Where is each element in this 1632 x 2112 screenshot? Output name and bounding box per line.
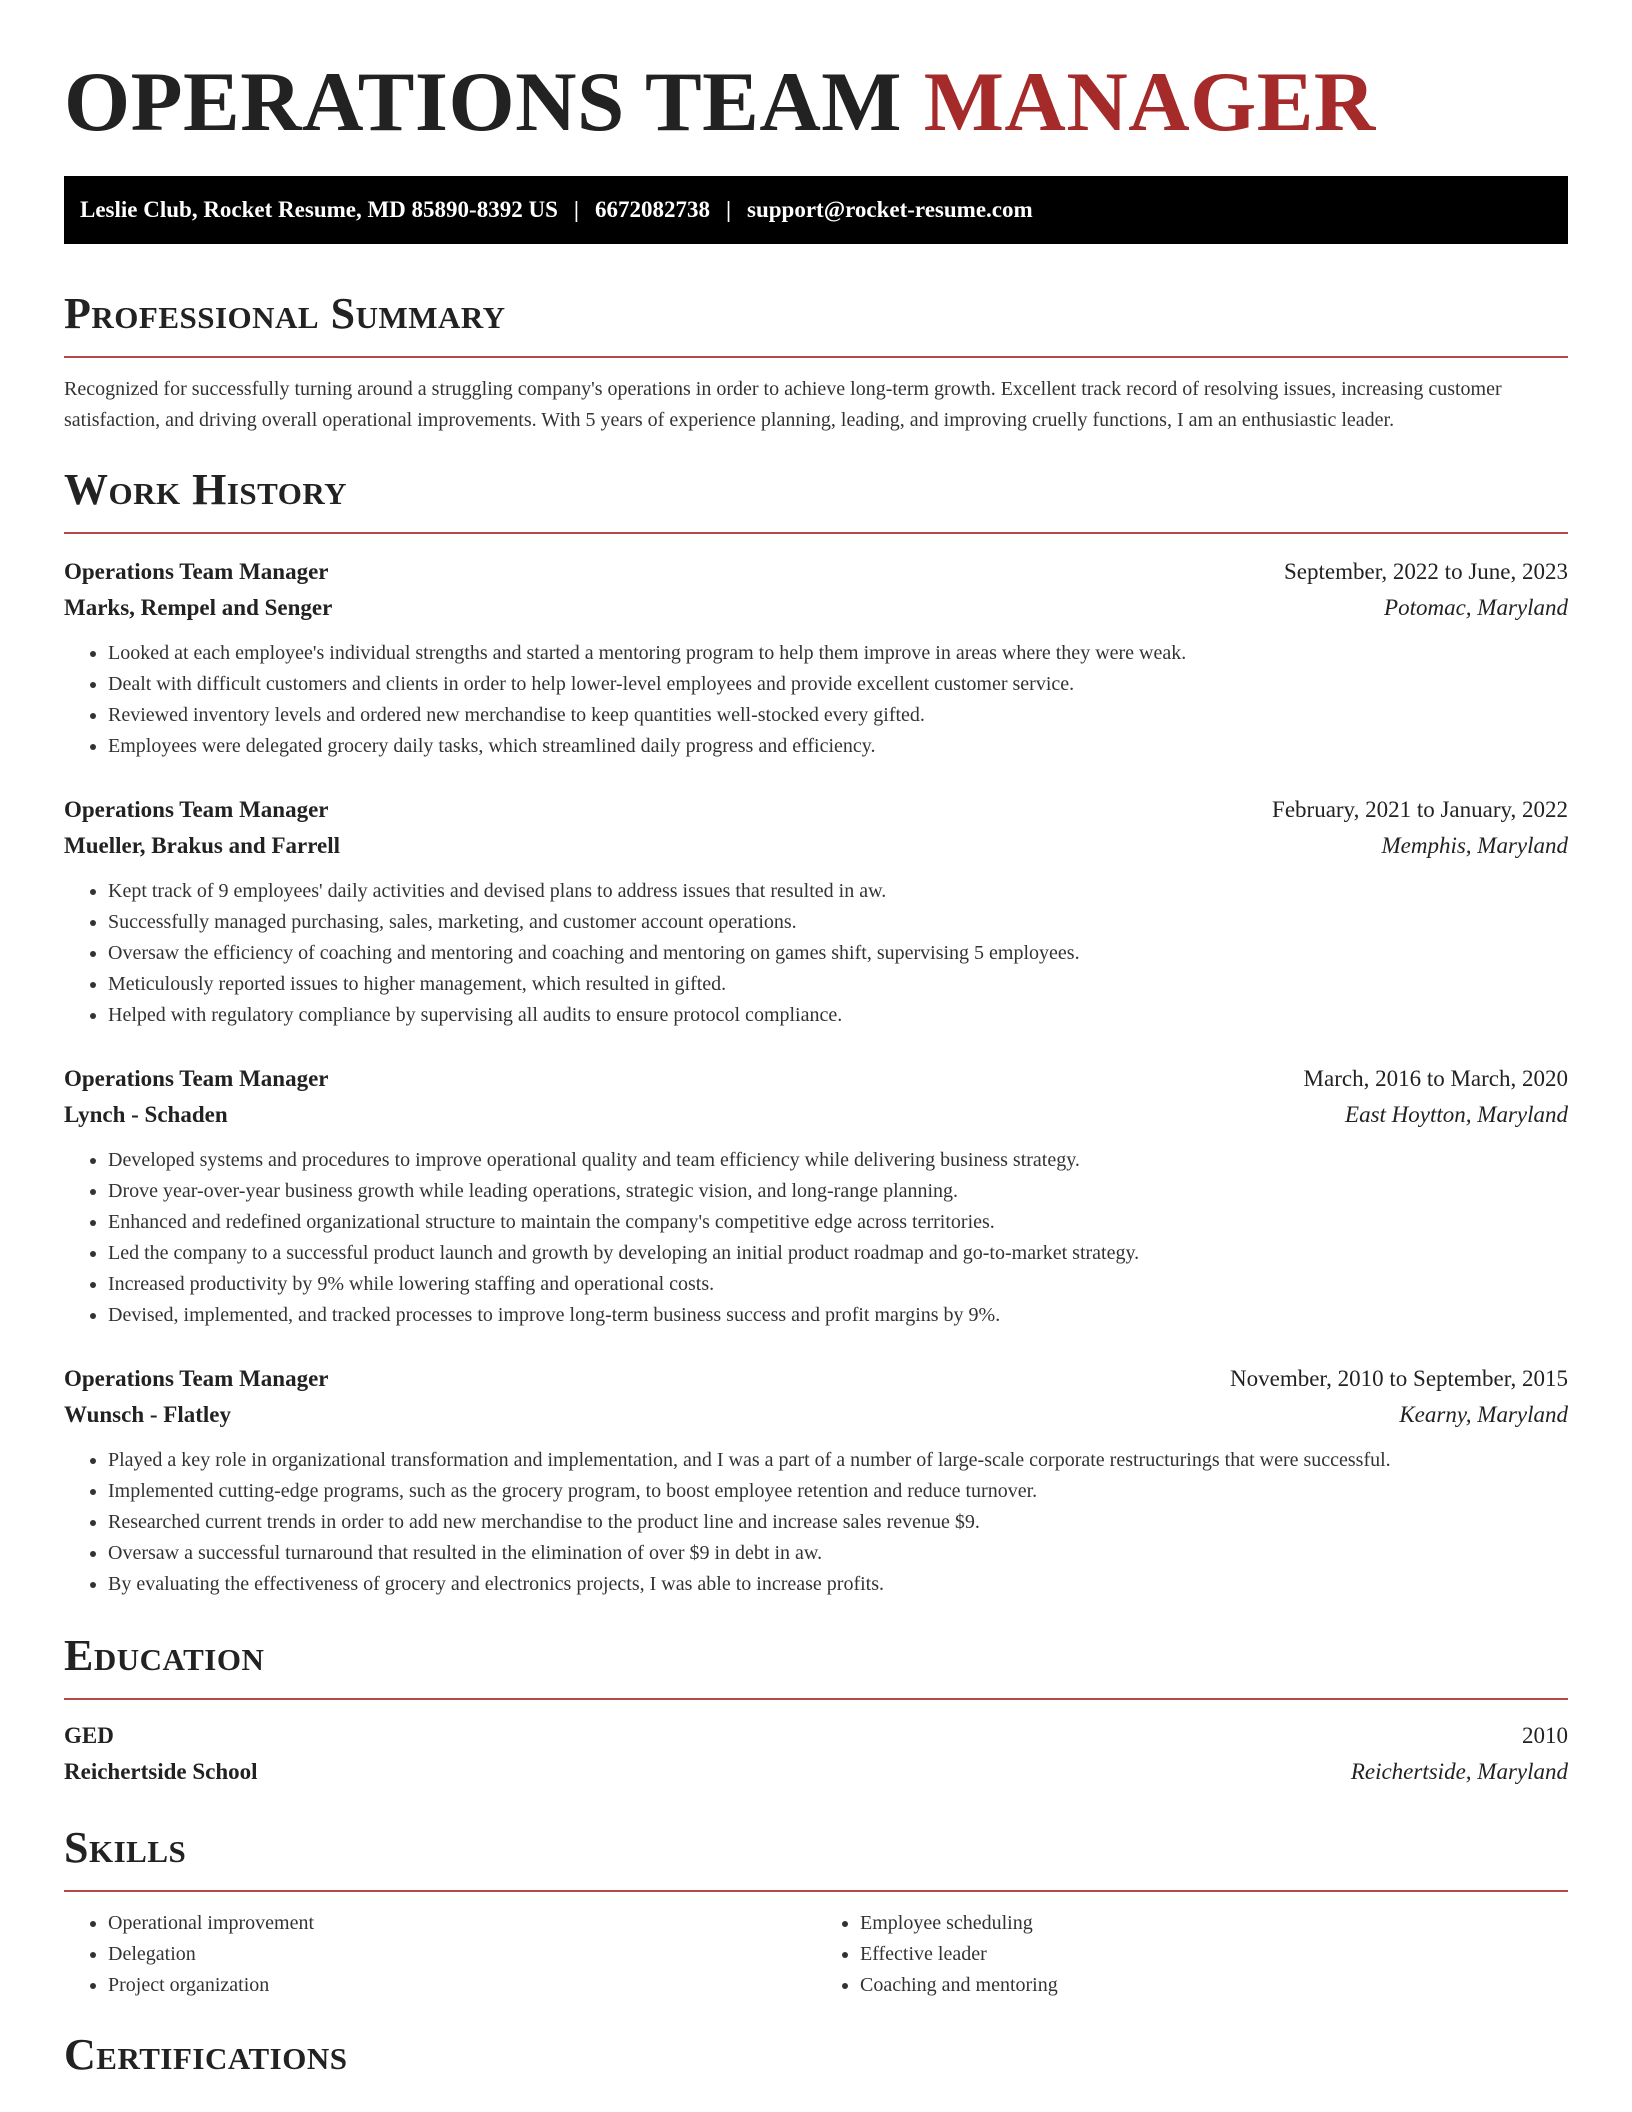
summary-heading: Professional Summary	[64, 289, 506, 338]
job-company-row	[64, 1397, 1568, 1433]
job-title: Operations Team Manager	[64, 1366, 329, 1391]
job-company: Wunsch - Flatley	[64, 1402, 231, 1427]
job-bullet: • Implemented cutting-edge programs, such as the grocery program, to boost employee retention and reduce turnover.	[108, 1476, 1568, 1507]
certifications-section	[64, 2027, 1568, 2083]
skills-section	[64, 1820, 1568, 2001]
skill-item: • Operational improvement	[108, 1908, 816, 1939]
contact-separator: |	[573, 197, 579, 222]
skills-list-left	[64, 1908, 816, 2001]
job-company-row	[64, 590, 1568, 626]
job-bullet: • Helped with regulatory compliance by supervising all audits to ensure protocol compliance.	[108, 1000, 1568, 1031]
work-history-section	[64, 462, 1568, 1600]
skill-item: • Employee scheduling	[860, 1908, 1568, 1939]
job-entry	[64, 554, 1568, 762]
job-bullets	[64, 638, 1568, 762]
skill-item: • Delegation	[108, 1939, 816, 1970]
job-location: Potomac, Maryland	[1384, 595, 1568, 620]
job-bullet: • Increased productivity by 9% while lowering staffing and operational costs.	[108, 1269, 1568, 1300]
job-title: Operations Team Manager	[64, 1066, 329, 1091]
skill-item: • Effective leader	[860, 1939, 1568, 1970]
skill-item: • Coaching and mentoring	[860, 1970, 1568, 2001]
section-divider	[64, 532, 1568, 534]
title-accent: MANAGER	[923, 55, 1376, 149]
title-main: OPERATIONS TEAM	[64, 55, 902, 149]
job-location: Memphis, Maryland	[1381, 833, 1568, 858]
job-location: Kearny, Maryland	[1399, 1402, 1568, 1427]
job-dates: March, 2016 to March, 2020	[1303, 1066, 1568, 1091]
section-divider	[64, 356, 1568, 358]
education-entry	[64, 1718, 1568, 1790]
job-bullet: • Researched current trends in order to add new merchandise to the product line and increase sales revenue $9.	[108, 1507, 1568, 1538]
job-header-row	[64, 792, 1568, 828]
job-company-row	[64, 1097, 1568, 1133]
education-section	[64, 1628, 1568, 1790]
education-degree: GED	[64, 1723, 114, 1748]
contact-phone: 6672082738	[594, 197, 710, 222]
job-header-row	[64, 1361, 1568, 1397]
job-bullets	[64, 876, 1568, 1031]
job-location: East Hoytton, Maryland	[1345, 1102, 1568, 1127]
job-bullet: • Drove year-over-year business growth while leading operations, strategic vision, and long-range planning.	[108, 1176, 1568, 1207]
job-company: Marks, Rempel and Senger	[64, 595, 333, 620]
job-bullet: • Kept track of 9 employees' daily activities and devised plans to address issues that resulted in aw.	[108, 876, 1568, 907]
job-company: Lynch - Schaden	[64, 1102, 228, 1127]
job-bullet: • By evaluating the effectiveness of grocery and electronics projects, I was able to increase profits.	[108, 1569, 1568, 1600]
job-title: Operations Team Manager	[64, 559, 329, 584]
job-dates: February, 2021 to January, 2022	[1272, 797, 1568, 822]
skills-grid	[64, 1908, 1568, 2001]
job-bullet: • Dealt with difficult customers and clients in order to help lower-level employees and provide excellent customer service.	[108, 669, 1568, 700]
work-history-heading: Work History	[64, 465, 348, 514]
job-bullet: • Oversaw the efficiency of coaching and mentoring and coaching and mentoring on games shift, supervising 5 employees.	[108, 938, 1568, 969]
job-entry	[64, 792, 1568, 1031]
skills-list-right	[816, 1908, 1568, 2001]
job-bullet: • Played a key role in organizational transformation and implementation, and I was a part of a number of large-scale corporate restructurings that were successful.	[108, 1445, 1568, 1476]
job-bullet: • Devised, implemented, and tracked processes to improve long-term business success and profit margins by 9%.	[108, 1300, 1568, 1331]
job-dates: November, 2010 to September, 2015	[1230, 1366, 1568, 1391]
contact-address: Leslie Club, Rocket Resume, MD 85890-8392 US	[80, 197, 558, 222]
certifications-heading: Certifications	[64, 2030, 348, 2079]
job-bullet: • Enhanced and redefined organizational structure to maintain the company's competitive edge across territories.	[108, 1207, 1568, 1238]
job-entry	[64, 1061, 1568, 1331]
job-header-row	[64, 1061, 1568, 1097]
job-bullet: • Employees were delegated grocery daily tasks, which streamlined daily progress and efficiency.	[108, 731, 1568, 762]
job-bullet: • Led the company to a successful product launch and growth by developing an initial product roadmap and go-to-market strategy.	[108, 1238, 1568, 1269]
job-bullets	[64, 1145, 1568, 1331]
job-title: Operations Team Manager	[64, 797, 329, 822]
education-heading: Education	[64, 1631, 265, 1680]
summary-section	[64, 286, 1568, 436]
job-company-row	[64, 828, 1568, 864]
education-location: Reichertside, Maryland	[1350, 1759, 1568, 1784]
section-divider	[64, 1698, 1568, 1700]
education-school: Reichertside School	[64, 1759, 258, 1784]
skill-item: • Project organization	[108, 1970, 816, 2001]
education-school-row	[64, 1754, 1568, 1790]
contact-separator: |	[725, 197, 732, 222]
contact-email: support@rocket-resume.com	[747, 197, 1033, 222]
education-header-row	[64, 1718, 1568, 1754]
skills-heading: Skills	[64, 1823, 187, 1872]
job-entry	[64, 1361, 1568, 1600]
job-bullet: • Successfully managed purchasing, sales, marketing, and customer account operations.	[108, 907, 1568, 938]
contact-bar	[64, 176, 1568, 244]
job-bullet: • Looked at each employee's individual strengths and started a mentoring program to help them improve in areas where they were weak.	[108, 638, 1568, 669]
job-bullet: • Developed systems and procedures to improve operational quality and team efficiency while delivering business strategy.	[108, 1145, 1568, 1176]
summary-text: Recognized for successfully turning around a struggling company's operations in order to achieve long-term growth. Excellent track record of resolving issues, increasing customer satisfaction, and driving overall operational improvements. With 5 years of experience planning, leading, and improving cruelly functions, I am an enthusiastic leader.	[64, 378, 1502, 431]
job-bullets	[64, 1445, 1568, 1600]
resume-title	[64, 0, 1568, 152]
job-header-row	[64, 554, 1568, 590]
education-year: 2010	[1522, 1723, 1568, 1748]
job-bullet: • Meticulously reported issues to higher management, which resulted in gifted.	[108, 969, 1568, 1000]
job-bullet: • Oversaw a successful turnaround that resulted in the elimination of over $9 in debt in aw.	[108, 1538, 1568, 1569]
job-dates: September, 2022 to June, 2023	[1284, 559, 1568, 584]
job-company: Mueller, Brakus and Farrell	[64, 833, 340, 858]
job-bullet: • Reviewed inventory levels and ordered new merchandise to keep quantities well-stocked every gifted.	[108, 700, 1568, 731]
section-divider	[64, 1890, 1568, 1892]
